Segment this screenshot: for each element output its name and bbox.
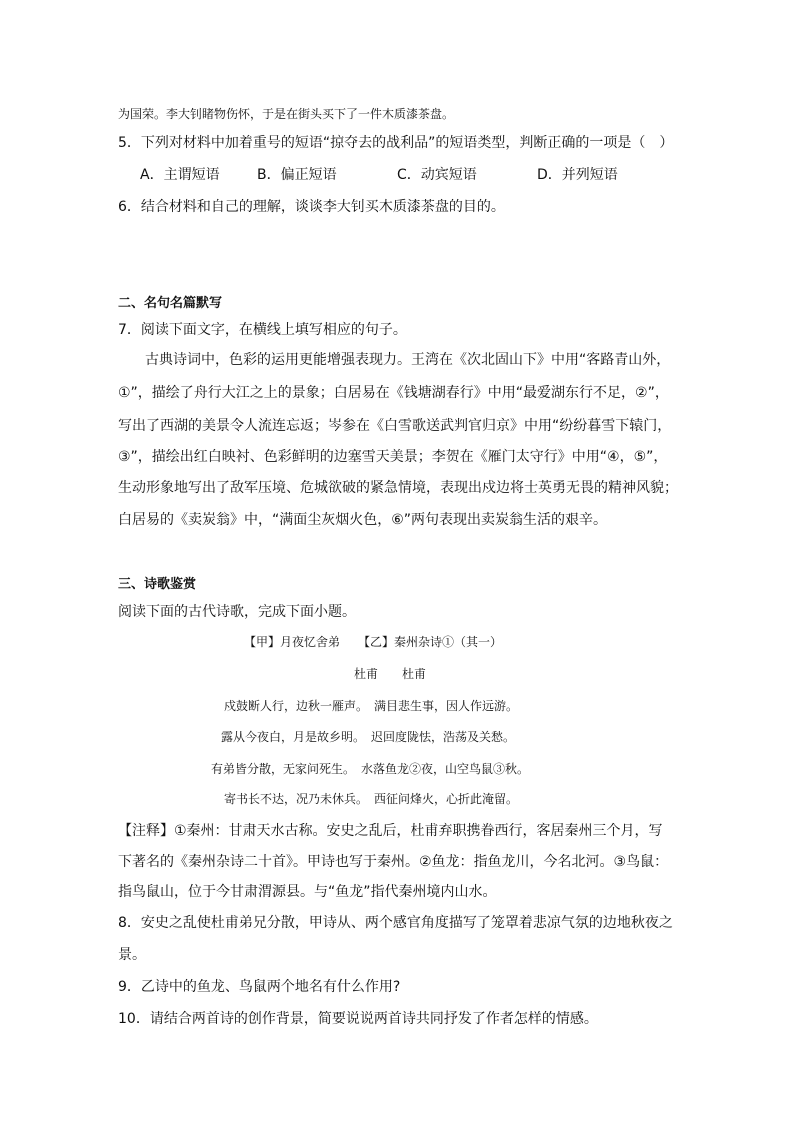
notes-line-1: 【注释】①秦州：甘肃天水古称。安史之乱后，杜甫弃职携眷西行，客居秦州三个月，写 [118, 823, 663, 839]
section-3-intro: 阅读下面的古代诗歌，完成下面小题。 [118, 604, 356, 620]
option-b: B．偏正短语 [257, 167, 337, 183]
poem-line-3: 有弟皆分散，无家问死生。 水落鱼龙②夜，山空鸟鼠③秋。 [211, 762, 530, 776]
notes-line-3: 指鸟鼠山，位于今甘肃渭源县。与“鱼龙”指代秦州境内山水。 [118, 884, 497, 900]
question-8-line-2: 景。 [118, 947, 146, 963]
paragraph-line-3: 写出了西湖的美景令人流连忘返；岑参在《白雪歌送武判官归京》中用“纷纷暮雪下辕门， [118, 418, 672, 434]
paragraph-line-4: ③”，描绘出红白映衬、色彩鲜明的边塞雪天美景；李贺在《雁门太守行》中用“④，⑤”， [118, 449, 668, 465]
poem-line-2: 露从今夜白，月是故乡明。 迟回度陇怯，浩荡及关愁。 [221, 730, 516, 744]
poem-line-4: 寄书长不达，况乃未休兵。 西征问烽火，心折此淹留。 [224, 792, 519, 806]
notes-line-2: 下著名的《秦州杂诗二十首》。甲诗也写于秦州。②鱼龙：指鱼龙川，今名北河。③鸟鼠： [118, 854, 669, 870]
option-c: C．动宾短语 [397, 167, 477, 183]
option-d: D．并列短语 [537, 167, 618, 183]
question-9: 9．乙诗中的鱼龙、鸟鼠两个地名有什么作用? [118, 979, 401, 995]
paragraph-line-5: 生动形象地写出了敌军压境、危城欲破的紧急情境，表现出戍边将士英勇无畏的精神风貌； [118, 480, 678, 496]
section-2-title: 二、名句名篇默写 [118, 296, 223, 311]
question-10: 10．请结合两首诗的创作背景，简要说说两首诗共同抒发了作者怎样的情感。 [118, 1011, 598, 1027]
top-text: 为国荣。李大钊睹物伤怀，于是在街头买下了一件木质漆茶盘。 [118, 107, 455, 121]
section-3-title: 三、诗歌鉴赏 [118, 577, 197, 592]
poem-line-1: 戍鼓断人行，边秋一雁声。 满目悲生事，因人作远游。 [224, 699, 519, 713]
question-6: 6．结合材料和自己的理解，谈谈李大钊买木质漆茶盘的目的。 [118, 199, 505, 215]
question-7: 7．阅读下面文字，在横线上填写相应的句子。 [118, 322, 407, 338]
paragraph-line-6: 白居易的《卖炭翁》中，“满面尘灰烟火色，⑥”两句表现出卖炭翁生活的艰辛。 [118, 512, 608, 528]
paragraph-line-1: 古典诗词中，色彩的运用更能增强表现力。王湾在《次北固山下》中用“客路青山外， [145, 352, 671, 368]
question-5-stem: 5．下列对材料中加着重号的短语“掠夺去的战利品”的短语类型，判断正确的一项是（ ） [118, 135, 674, 151]
poem-authors: 杜甫 杜甫 [354, 667, 427, 681]
question-8-line-1: 8．安史之乱使杜甫弟兄分散，甲诗从、两个感官角度描写了笼罩着悲凉气氛的边地秋夜之 [118, 915, 673, 931]
option-a: A．主谓短语 [140, 167, 220, 183]
poem-titles: 【甲】月夜忆舍弟 【乙】秦州杂诗①（其一） [244, 635, 503, 649]
paragraph-line-2: ①”，描绘了舟行大江之上的景象；白居易在《钱塘湖春行》中用“最爱湖东行不足，②”， [118, 385, 669, 401]
